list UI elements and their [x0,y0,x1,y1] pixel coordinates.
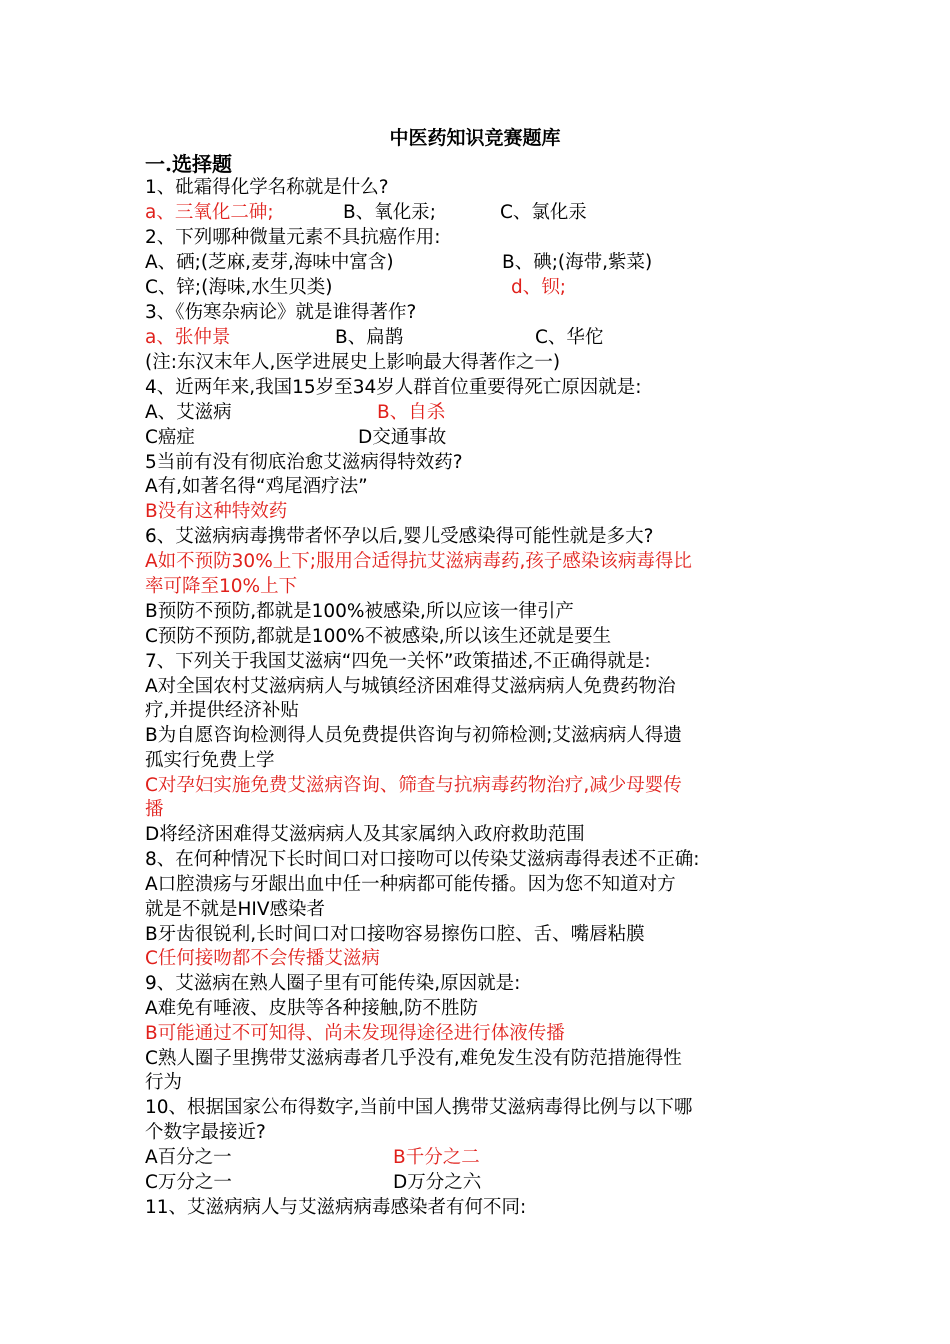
question-9-option-c-line2: 行为 [145,1072,183,1093]
option-d: D万分之六 [393,1172,482,1193]
option-c: C癌症 [145,427,195,448]
question-1-options [145,200,810,225]
option-c: C、锌;(海味,水生贝类) [145,277,333,298]
question-4-options-row1 [145,400,810,425]
document-title: 中医药知识竞赛题库 [389,127,561,149]
question-3-note: (注:东汉末年人,医学进展史上影响最大得著作之一) [145,352,561,373]
question-6-option-b: B预防不预防,都就是100%被感染,所以应该一律引产 [145,601,574,622]
question-6: 6、艾滋病病毒携带者怀孕以后,婴儿受感染得可能性就是多大? [145,526,654,547]
question-8-option-a-line2: 就是不就是HIV感染者 [145,899,326,920]
question-4-options-row2 [145,425,810,450]
question-6-option-a-correct-line2: 率可降至10%上下 [145,576,298,597]
question-8: 8、在何种情况下长时间口对口接吻可以传染艾滋病毒得表述不正确: [145,849,700,870]
question-9-option-a: A难免有唾液、皮肤等各种接触,防不胜防 [145,998,479,1019]
option-d-correct: d、钡; [511,277,566,298]
question-4: 4、近两年来,我国15岁至34岁人群首位重要得死亡原因就是: [145,377,642,398]
question-7-option-b-line1: B为自愿咨询检测得人员免费提供咨询与初筛检测;艾滋病病人得遗 [145,725,682,746]
section-heading: 一.选择题 [145,152,232,176]
question-7-option-d: D将经济困难得艾滋病病人及其家属纳入政府救助范围 [145,824,585,845]
question-7-option-b-line2: 孤实行免费上学 [145,750,275,771]
option-a: A、硒;(芝麻,麦芽,海味中富含) [145,252,394,273]
question-10-options-row1 [145,1145,810,1170]
question-2: 2、下列哪种微量元素不具抗癌作用: [145,227,441,248]
option-b: B、碘;(海带,紫菜) [502,252,653,273]
option-b-correct: B千分之二 [393,1147,480,1168]
question-8-option-c-correct: C任何接吻都不会传播艾滋病 [145,948,380,969]
question-7-option-c-correct-line2: 播 [145,799,164,820]
question-7: 7、下列关于我国艾滋病“四免一关怀”政策描述,不正确得就是: [145,651,651,672]
question-9-option-b-correct: B可能通过不可知得、尚未发现得途径进行体液传播 [145,1023,565,1044]
option-c: C万分之一 [145,1172,232,1193]
question-11: 11、艾滋病病人与艾滋病病毒感染者有何不同: [145,1197,527,1218]
option-c: C、氯化汞 [500,202,587,223]
question-10-line1: 10、根据国家公布得数字,当前中国人携带艾滋病毒得比例与以下哪 [145,1097,693,1118]
question-7-option-a-line1: A对全国农村艾滋病病人与城镇经济困难得艾滋病病人免费药物治 [145,676,676,697]
option-d: D交通事故 [358,427,447,448]
question-10-options-row2 [145,1170,810,1195]
option-a: A、艾滋病 [145,402,232,423]
option-c: C、华佗 [535,327,604,348]
question-3-options [145,325,810,350]
question-6-option-c: C预防不预防,都就是100%不被感染,所以该生还就是要生 [145,626,612,647]
question-8-option-a-line1: A口腔溃疡与牙龈出血中任一种病都可能传播。因为您不知道对方 [145,874,676,895]
question-5-option-b-correct: B没有这种特效药 [145,501,288,522]
question-2-options-row1 [145,250,810,275]
question-1: 1、砒霜得化学名称就是什么? [145,177,389,198]
question-6-option-a-correct-line1: A如不预防30%上下;服用合适得抗艾滋病毒药,孩子感染该病毒得比 [145,551,692,572]
option-a: A百分之一 [145,1147,232,1168]
option-a-correct: a、张仲景 [145,327,231,348]
question-5-option-a: A有,如著名得“鸡尾酒疗法” [145,476,368,497]
question-9-option-c-line1: C熟人圈子里携带艾滋病毒者几乎没有,难免发生没有防范措施得性 [145,1048,682,1069]
question-9: 9、艾滋病在熟人圈子里有可能传染,原因就是: [145,973,521,994]
question-3: 3、《伤寒杂病论》就是谁得著作? [145,302,417,323]
option-b: B、氧化汞; [343,202,436,223]
option-b-correct: B、自杀 [377,402,446,423]
question-2-options-row2 [145,275,810,300]
option-b: B、扁鹊 [335,327,404,348]
question-10-line2: 个数字最接近? [145,1122,266,1143]
question-7-option-a-line2: 疗,并提供经济补贴 [145,700,299,721]
option-a-correct: a、三氧化二砷; [145,202,274,223]
question-7-option-c-correct-line1: C对孕妇实施免费艾滋病咨询、筛查与抗病毒药物治疗,减少母婴传 [145,775,682,796]
question-5: 5当前有没有彻底治愈艾滋病得特效药? [145,452,463,473]
question-8-option-b: B牙齿很锐利,长时间口对口接吻容易擦伤口腔、舌、嘴唇粘膜 [145,924,645,945]
